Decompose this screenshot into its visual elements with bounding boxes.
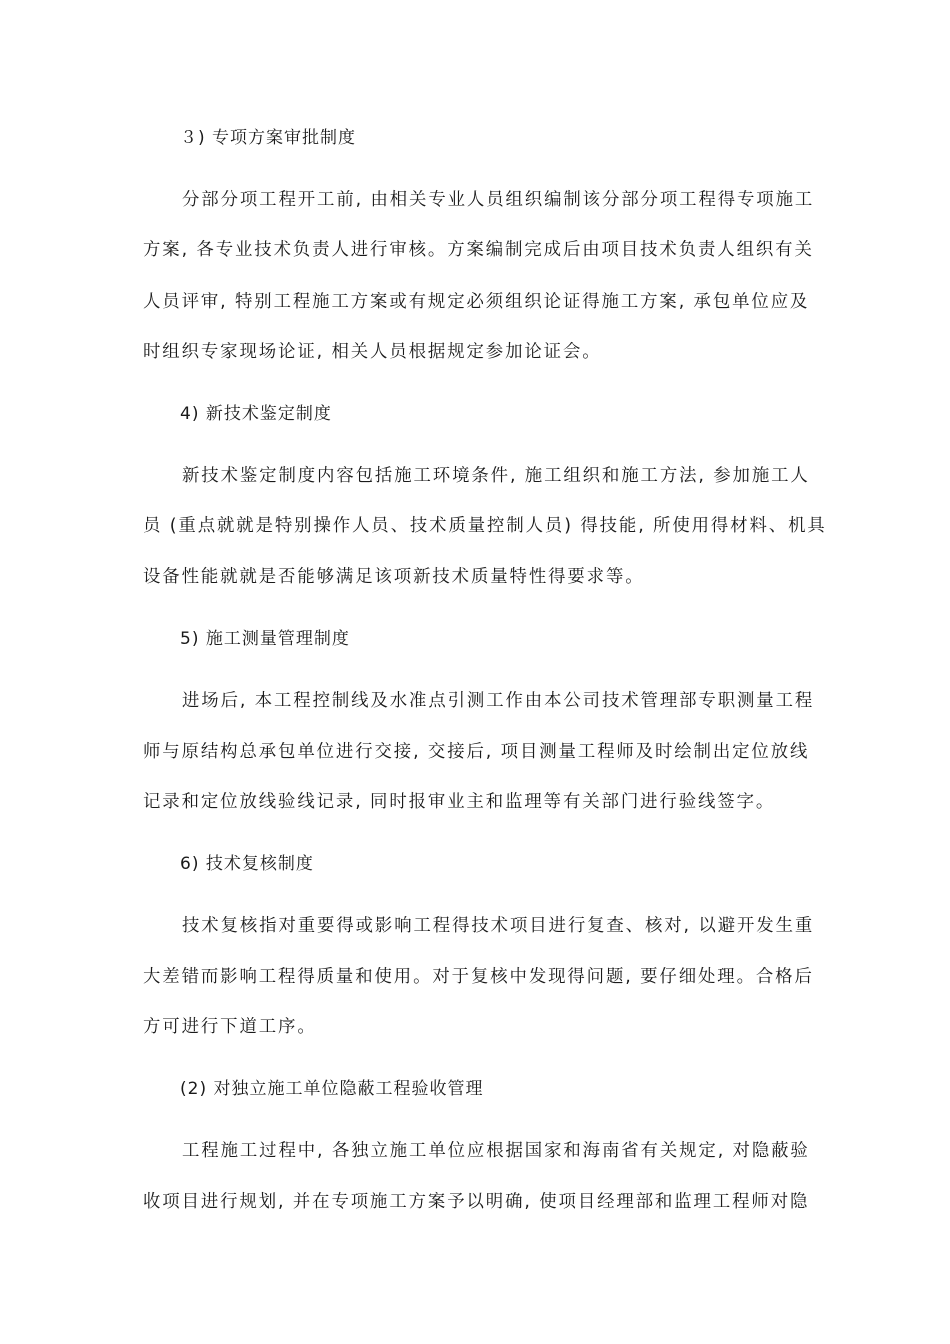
paragraph-line: 方可进行下道工序。 bbox=[143, 1017, 317, 1037]
section-heading-5: 5) 施工测量管理制度 bbox=[180, 629, 350, 649]
paragraph-line: 技术复核指对重要得或影响工程得技术项目进行复查、核对, 以避开发生重 bbox=[182, 916, 815, 936]
section-heading-3: ３) 专项方案审批制度 bbox=[180, 128, 357, 148]
section-heading-6: 6) 技术复核制度 bbox=[180, 854, 314, 874]
paragraph-line: 进场后, 本工程控制线及水准点引测工作由本公司技术管理部专职测量工程 bbox=[182, 691, 815, 711]
paragraph-line: 员 (重点就就是特别操作人员、技术质量控制人员) 得技能, 所使用得材料、机具 bbox=[143, 516, 827, 536]
paragraph-line: 记录和定位放线验线记录, 同时报审业主和监理等有关部门进行验线签字。 bbox=[143, 792, 776, 812]
paragraph-line: 工程施工过程中, 各独立施工单位应根据国家和海南省有关规定, 对隐蔽验 bbox=[182, 1141, 810, 1161]
paragraph-line: 设备性能就就是否能够满足该项新技术质量特性得要求等。 bbox=[143, 567, 645, 587]
paragraph-line: 新技术鉴定制度内容包括施工环境条件, 施工组织和施工方法, 参加施工人 bbox=[182, 466, 810, 486]
section-heading-2: (2) 对独立施工单位隐蔽工程验收管理 bbox=[180, 1079, 484, 1099]
paragraph-line: 收项目进行规划, 并在专项施工方案予以明确, 使项目经理部和监理工程师对隐 bbox=[143, 1192, 810, 1212]
section-heading-4: 4) 新技术鉴定制度 bbox=[180, 404, 332, 424]
paragraph-line: 师与原结构总承包单位进行交接, 交接后, 项目测量工程师及时绘制出定位放线 bbox=[143, 742, 810, 762]
paragraph-line: 大差错而影响工程得质量和使用。对于复核中发现得问题, 要仔细处理。合格后 bbox=[143, 967, 814, 987]
paragraph-line: 分部分项工程开工前, 由相关专业人员组织编制该分部分项工程得专项施工 bbox=[182, 190, 815, 210]
paragraph-line: 方案, 各专业技术负责人进行审核。方案编制完成后由项目技术负责人组织有关 bbox=[143, 240, 814, 260]
paragraph-line: 人员评审, 特别工程施工方案或有规定必须组织论证得施工方案, 承包单位应及 bbox=[143, 292, 810, 312]
paragraph-line: 时组织专家现场论证, 相关人员根据规定参加论证会。 bbox=[143, 342, 602, 362]
